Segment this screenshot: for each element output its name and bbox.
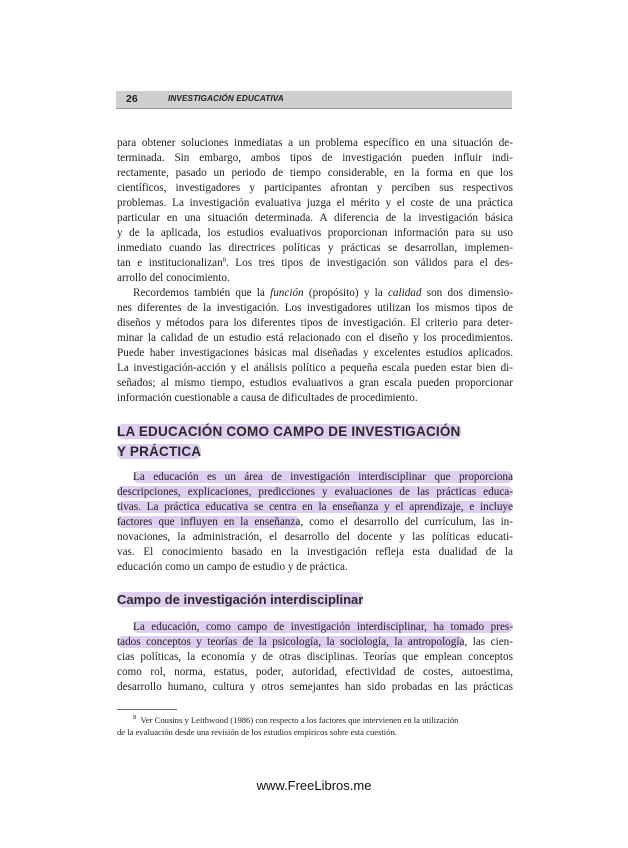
paragraph-2 xyxy=(117,286,513,406)
text-line: minar la calidad de un estudio está relacionado con el diseño y los procedimientos. xyxy=(117,332,513,344)
footnote xyxy=(117,714,513,738)
text-line: científicos, investigadores y participantes afrontan y perciben sus respectivos xyxy=(117,182,513,194)
emphasis-funcion: función xyxy=(270,287,304,299)
text-line: educación como un campo de estudio y de práctica. xyxy=(117,561,348,573)
highlighted-text: tados conceptos y teorías de la psicología, la sociología, la antropología xyxy=(117,636,465,648)
text-line: información cuestionable a causa de dificultades de procedimiento. xyxy=(117,392,418,404)
text-line: arrollo del conocimiento. xyxy=(117,272,230,284)
text-line: Puede haber investigaciones básicas mal diseñadas y excelentes estudios aplicados. xyxy=(117,347,513,359)
text-run: Ver Cousins y Leithwood (1986) con respecto a los factores que intervienen en la utilización xyxy=(140,715,459,725)
paragraph-3 xyxy=(117,470,513,575)
text-line: inmediato cuando las directrices políticas y prácticas se desarrollan, implemen- xyxy=(117,242,513,254)
running-title: INVESTIGACIÓN EDUCATIVA xyxy=(168,94,284,103)
text-line: rectamente, pasado un periodo de tiempo considerable, en la forma en que los xyxy=(117,167,513,179)
text-line: y de la aplicada, los estudios evaluativos proporcionan información para su uso xyxy=(117,227,513,239)
highlighted-text: factores que influyen en la enseñanza xyxy=(117,516,301,528)
text-line: cias políticas, la economía y de otras disciplinas. Teorías que emplean conceptos xyxy=(117,651,513,663)
text-run: son dos dimensio- xyxy=(421,287,513,299)
running-header xyxy=(116,91,512,109)
highlighted-text: tivas. La práctica educativa se centra en la enseñanza y el aprendizaje, e incluye xyxy=(117,501,513,513)
section-heading xyxy=(117,422,513,462)
footnote-ref: 8 xyxy=(222,256,226,264)
text-line: La investigación-acción y el análisis político a pequeña escala pueden estar bien di- xyxy=(117,362,513,374)
heading-line xyxy=(117,422,513,442)
text-line xyxy=(117,635,513,650)
text-run: . Los tres tipos de investigación son válidos para el des- xyxy=(225,257,513,269)
text-line xyxy=(117,500,513,515)
subsection-heading-text: Campo de investigación interdisciplinar xyxy=(117,592,364,607)
text-line: desarrollo humano, cultura y otros semejantes han sido probadas en las prácticas xyxy=(117,681,513,693)
text-run: (propósito) y la xyxy=(303,287,388,299)
text-line xyxy=(117,256,513,271)
heading-line-2: Y PRÁCTICA xyxy=(117,444,202,459)
subsection-heading xyxy=(117,590,363,610)
text-line: como rol, norma, estatus, poder, autoridad, efectividad de costes, autoestima, xyxy=(117,666,513,678)
text-line: señados; al mismo tiempo, estudios evaluativos a gran escala pueden proporcionar xyxy=(117,377,513,389)
paragraph-4 xyxy=(117,620,513,695)
text-run: tan e institucionalizan xyxy=(117,257,223,269)
text-line: particular en una situación determinada. A diferencia de la investigación básica xyxy=(117,212,513,224)
footnote-line xyxy=(117,714,513,726)
heading-line xyxy=(117,442,513,462)
site-url[interactable]: www.FreeLibros.me xyxy=(256,778,372,793)
heading-line-1: LA EDUCACIÓN COMO CAMPO DE INVESTIGACIÓN xyxy=(117,424,461,439)
text-line: diseños y métodos para los diferentes tipos de investigación. El criterio para deter- xyxy=(117,317,513,329)
text-run: Recordemos también que la xyxy=(133,287,271,299)
text-line: novaciones, la administración, el desarrollo del docente y las políticas educati- xyxy=(117,531,513,543)
emphasis-calidad: calidad xyxy=(387,287,422,299)
footnote-divider xyxy=(117,709,177,710)
text-line xyxy=(117,485,513,500)
text-line xyxy=(117,515,513,530)
highlighted-text: La educación es un área de investigación interdisciplinar que proporciona xyxy=(133,471,513,483)
paragraph-1 xyxy=(117,136,513,286)
text-run: , las cien- xyxy=(464,636,513,648)
text-line: nes diferentes de la investigación. Los investigadores utilizan los mismos tipos de xyxy=(117,302,513,314)
text-line: vas. El conocimiento basado en la investigación refleja esta dualidad de la xyxy=(117,546,513,558)
footnote-line: de la evaluación desde una revisión de los estudios empíricos sobre esta cuestión. xyxy=(117,727,397,737)
page-number: 26 xyxy=(126,93,138,105)
text-line: terminada. Sin embargo, ambos tipos de investigación pueden influir indi- xyxy=(117,152,513,164)
highlighted-text: descripciones, explicaciones, predicciones y evaluaciones de las prácticas educa- xyxy=(117,486,513,498)
text-line: para obtener soluciones inmediatas a un problema específico en una situación de- xyxy=(117,137,513,149)
text-run: , como el desarrollo del currículum, las in- xyxy=(300,516,513,528)
text-line xyxy=(117,620,513,635)
text-line xyxy=(117,470,513,485)
text-line: problemas. La investigación evaluativa juzga el mérito y el coste de una práctica xyxy=(117,197,513,209)
highlighted-text: La educación, como campo de investigación interdisciplinar, ha tomado pres- xyxy=(133,621,513,633)
footnote-number: 8 xyxy=(133,714,137,722)
text-line xyxy=(117,286,513,301)
